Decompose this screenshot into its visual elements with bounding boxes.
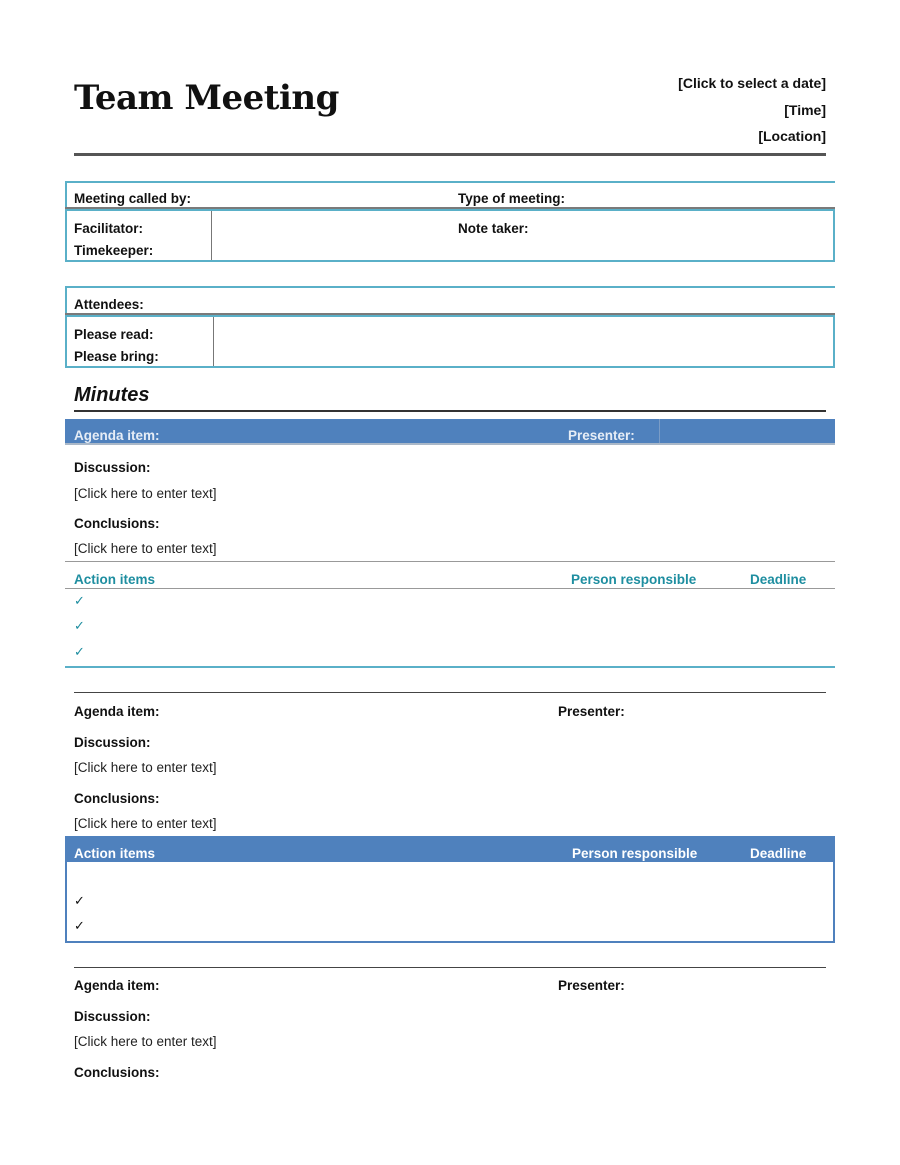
agenda2-conclusions-text[interactable]: [Click here to enter text] [74,816,217,831]
agenda1-person-responsible-label: Person responsible [571,572,697,587]
agenda2-check-icon-1[interactable]: ✓ [74,893,85,908]
meeting-called-by-label: Meeting called by: [74,191,192,206]
timekeeper-label: Timekeeper: [74,243,154,258]
page-title: Team Meeting [74,78,339,118]
agenda1-actions-bottom-line [65,666,835,668]
agenda1-action-items-label: Action items [74,572,156,587]
time-field[interactable]: [Time] [784,102,826,118]
info2-column-divider [213,317,214,366]
info2-left-border-top [65,286,67,315]
minutes-divider [74,410,826,412]
agenda3-discussion-label: Discussion: [74,1009,151,1024]
agenda1-check-icon-3[interactable]: ✓ [74,644,85,659]
agenda3-presenter-label: Presenter: [558,978,625,993]
agenda3-item-label: Agenda item: [74,978,160,993]
agenda1-conclusions-text[interactable]: [Click here to enter text] [74,541,217,556]
agenda1-header-divider [659,419,660,443]
please-bring-label: Please bring: [74,349,159,364]
header-divider [74,153,826,156]
info2-box [65,315,835,368]
location-field[interactable]: [Location] [758,128,826,144]
agenda1-presenter-label: Presenter: [568,428,635,443]
agenda2-discussion-label: Discussion: [74,735,151,750]
type-of-meeting-label: Type of meeting: [458,191,566,206]
info1-box [65,209,835,262]
agenda3-conclusions-label: Conclusions: [74,1065,160,1080]
agenda1-header-bar [65,419,835,445]
please-read-label: Please read: [74,327,154,342]
agenda2-actions-header-bar [65,836,835,862]
agenda1-check-icon-1[interactable]: ✓ [74,593,85,608]
agenda3-discussion-text[interactable]: [Click here to enter text] [74,1034,217,1049]
agenda1-discussion-text[interactable]: [Click here to enter text] [74,486,217,501]
attendees-label: Attendees: [74,297,144,312]
info2-top-border [65,286,835,288]
agenda2-item-label: Agenda item: [74,704,160,719]
info1-left-border-top [65,181,67,209]
agenda1-discussion-label: Discussion: [74,460,151,475]
note-taker-label: Note taker: [458,221,529,236]
agenda3-divider [74,967,826,968]
facilitator-label: Facilitator: [74,221,144,236]
agenda2-person-responsible-label: Person responsible [572,846,698,861]
agenda1-actions-header-line [65,588,835,589]
agenda2-deadline-label: Deadline [750,846,807,861]
info1-top-border [65,181,835,183]
date-field[interactable]: [Click to select a date] [678,75,826,91]
minutes-heading: Minutes [74,384,150,406]
agenda2-action-items-label: Action items [74,846,156,861]
agenda1-item-label: Agenda item: [74,428,160,443]
agenda2-check-icon-2[interactable]: ✓ [74,918,85,933]
agenda2-presenter-label: Presenter: [558,704,625,719]
agenda2-conclusions-label: Conclusions: [74,791,160,806]
agenda2-discussion-text[interactable]: [Click here to enter text] [74,760,217,775]
agenda1-deadline-label: Deadline [750,572,807,587]
agenda2-divider [74,692,826,693]
info1-column-divider [211,211,212,260]
agenda1-check-icon-2[interactable]: ✓ [74,618,85,633]
agenda1-actions-top-line [65,561,835,562]
agenda1-conclusions-label: Conclusions: [74,516,160,531]
